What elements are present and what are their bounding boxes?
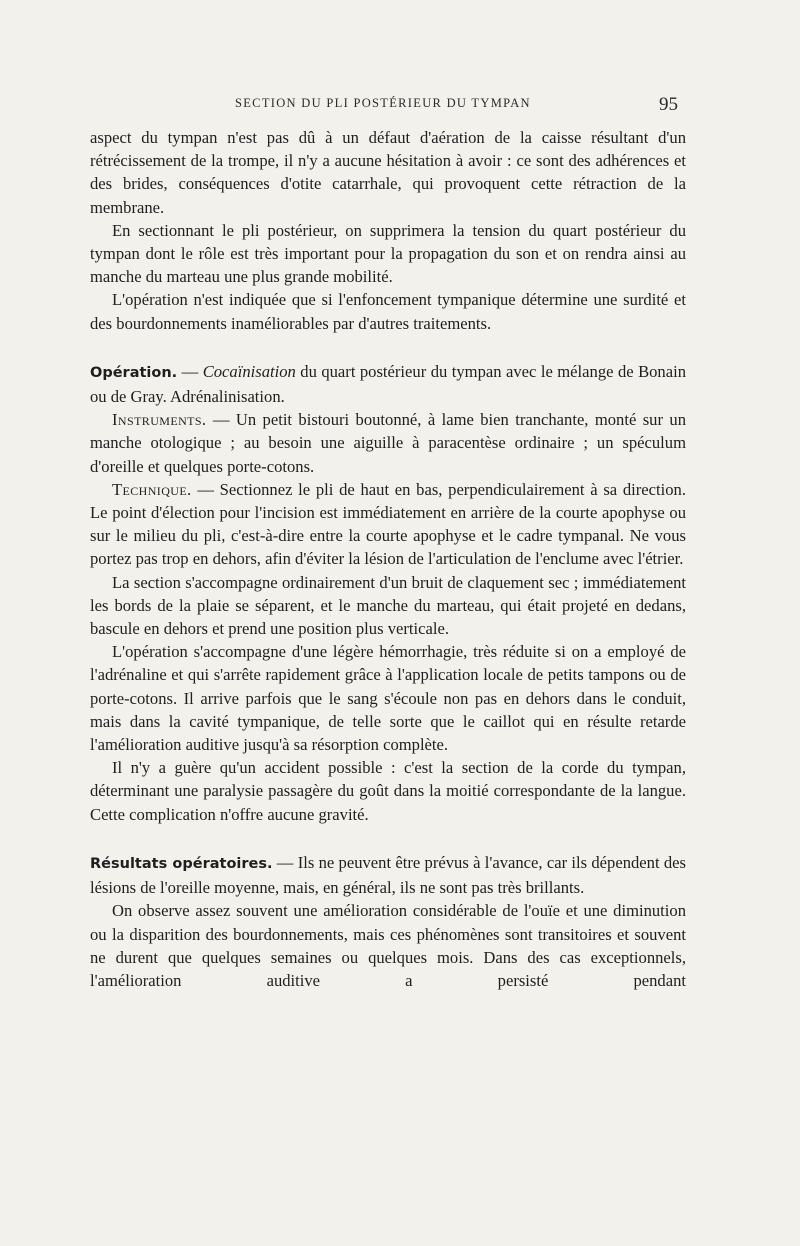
paragraph: Il n'y a guère qu'un accident possible : c'est la section de la corde du tympan, déterminant une paralysie passagère du goût dans la moitié correspondante de la langue. Cette complication n'offre aucune gravité. xyxy=(90,758,686,824)
page-number: 95 xyxy=(659,94,678,115)
body-text xyxy=(90,126,686,992)
operation-text: du quart postérieur du tympan avec le mélange de Bonain ou de Gray. Adrénalinisation. xyxy=(90,361,686,407)
paragraph: L'opération s'accompagne d'une légère hémorrhagie, très réduite si on a employé de l'adrénaline et qui s'arrête rapidement grâce à l'application locale de petits tampons ou de porte-cotons. Il arrive parfois que le sang s'écoule non pas en dehors dans le conduit, mais dans la cavité tympanique, de telle sorte que le caillot qui en résulte retarde l'amélioration auditive jusqu'à sa résorption complète. xyxy=(90,642,686,755)
paragraph: aspect du tympan n'est pas dû à un défaut d'aération de la caisse résultant d'un rétrécissement de la trompe, il n'y a aucune hésitation à avoir : ce sont des adhérences et des brides, conséquences d'otite catarrhale, qui provoquent cette rétraction de la membrane. xyxy=(90,128,686,217)
operation-italic: Cocaïnisation xyxy=(202,361,296,381)
paragraph: En sectionnant le pli postérieur, on supprimera la tension du quart postérieur du tympan dont le rôle est très important pour la propagation du son et on rendra ainsi au manche du marteau une plus grande mobilité. xyxy=(90,220,686,287)
paragraph: La section s'accompagne ordinairement d'un bruit de claquement sec ; immédiatement les bords de la plaie se séparent, et le manche du marteau, qui était projeté en dedans, bascule en dehors et prend une position plus verticale. xyxy=(90,572,686,639)
paragraph: On observe assez souvent une amélioration considérable de l'ouïe et une diminution ou la disparition des bourdonnements, mais ces phénomènes sont transitoires et souvent ne durent que quelques semaines ou quelques mois. Dans des cas exceptionnels, l'amélioration auditive a persisté pendant xyxy=(90,901,686,990)
instruments-text: — Un petit bistouri boutonné, à lame bien tranchante, monté sur un manche otologique ; au besoin une aiguille à paracentèse ordinaire ; un spéculum d'oreille et quelques porte-cotons. xyxy=(90,410,686,476)
instruments-paragraph xyxy=(90,408,686,478)
results-text: — Ils ne peuvent être prévus à l'avance, car ils dépendent des lésions de l'oreille moyenne, mais, en général, ils ne sont pas très brillants. xyxy=(90,852,686,898)
results-section xyxy=(90,851,686,899)
operation-dash: — xyxy=(177,361,203,381)
instruments-label: Instruments. xyxy=(112,410,207,430)
technique-paragraph xyxy=(90,478,686,571)
running-title: SECTION DU PLI POSTÉRIEUR DU TYMPAN xyxy=(235,96,531,110)
results-heading: Résultats opératoires. xyxy=(90,855,273,872)
operation-section xyxy=(90,360,686,408)
operation-heading: Opération. xyxy=(90,364,178,381)
page-header xyxy=(0,94,800,118)
paragraph: L'opération n'est indiquée que si l'enfoncement tympanique détermine une surdité et des bourdonnements inaméliorables par d'autres traitements. xyxy=(90,290,686,333)
technique-label: Technique. xyxy=(112,479,192,499)
technique-text: — Sectionnez le pli de haut en bas, perpendiculairement à sa direction. Le point d'élection pour l'incision est immédiatement en arrière de la courte apophyse ou sur le milieu du pli, c'est-à-dire entre la courte apophyse et le cadre tympanal. Ne vous portez pas trop en dehors, afin d'éviter la lésion de l'articulation de l'enclume avec l'étrier. xyxy=(90,479,686,569)
